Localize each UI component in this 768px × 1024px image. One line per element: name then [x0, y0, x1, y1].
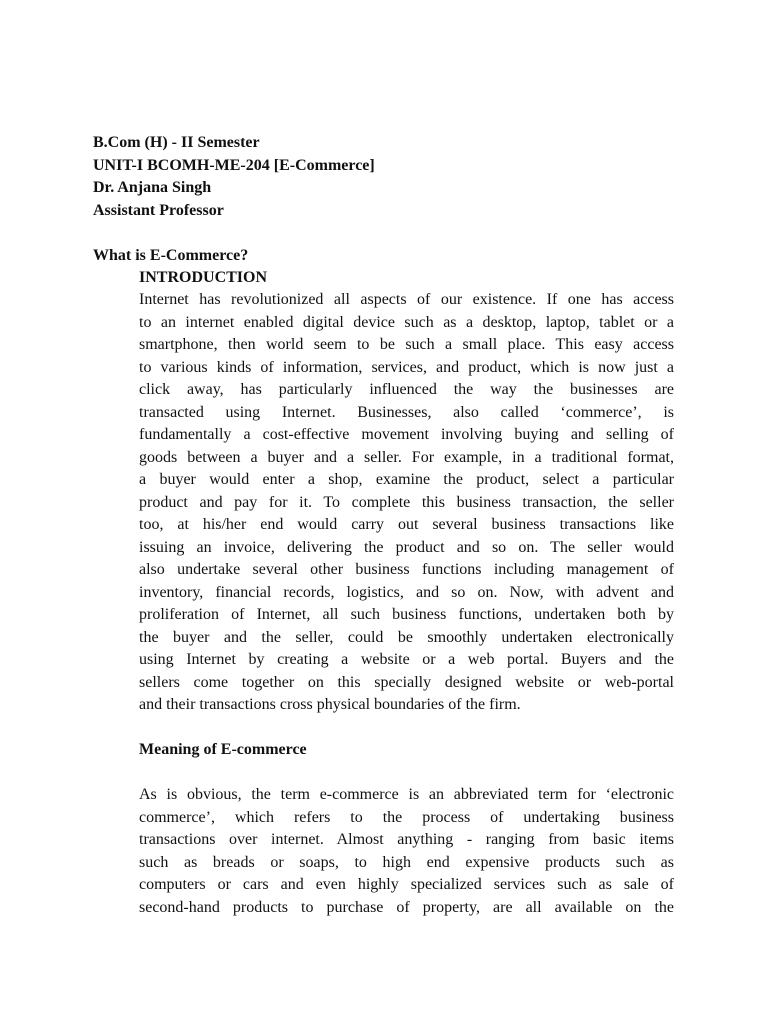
paragraph-line: also undertake several other business functions including management of — [139, 561, 674, 578]
paragraph-line: fundamentally a cost-effective movement involving buying and selling of — [139, 426, 674, 443]
paragraph-line: As is obvious, the term e-commerce is an abbreviated term for ‘electronic — [139, 786, 674, 803]
section-question: What is E-Commerce? — [93, 247, 249, 264]
paragraph-line: sellers come together on this specially designed website or web-portal — [139, 673, 674, 691]
paragraph-line: transacted using Internet. Businesses, also called ‘commerce’, is — [139, 403, 674, 421]
paragraph-line: using Internet by creating a website or a web portal. Buyers and the — [139, 651, 674, 668]
paragraph-line: transactions over internet. Almost anything - ranging from basic items — [139, 831, 674, 848]
paragraph-line: inventory, financial records, logistics, and so on. Now, with advent and — [139, 583, 674, 601]
paragraph-line: commerce’, which refers to the process of undertaking business — [139, 808, 674, 826]
paragraph-line: the buyer and the seller, could be smoothly undertaken electronically — [139, 628, 674, 646]
paragraph-line: second-hand products to purchase of property, are all available on the — [139, 898, 674, 916]
author-name: Dr. Anjana Singh — [93, 179, 212, 196]
introduction-heading: INTRODUCTION — [139, 269, 268, 286]
paragraph-line: a buyer would enter a shop, examine the product, select a particular — [139, 471, 674, 488]
paragraph-line: computers or cars and even highly specialized services such as sale of — [139, 876, 674, 893]
introduction-paragraph — [139, 289, 674, 717]
paragraph-line: too, at his/her end would carry out several business transactions like — [139, 516, 674, 533]
paragraph-line: goods between a buyer and a seller. For example, in a traditional format, — [139, 448, 674, 466]
paragraph-line: click away, has particularly influenced the way the businesses are — [139, 381, 674, 398]
document-header — [93, 132, 375, 222]
author-designation: Assistant Professor — [93, 201, 224, 219]
unit-title: UNIT-I BCOMH-ME-204 [E-Commerce] — [93, 156, 375, 174]
paragraph-line: issuing an invoice, delivering the product and so on. The seller would — [139, 538, 674, 556]
paragraph-line: proliferation of Internet, all such business functions, undertaken both by — [139, 606, 674, 623]
meaning-paragraph — [139, 784, 674, 919]
paragraph-line: smartphone, then world seem to be such a small place. This easy access — [139, 336, 674, 353]
paragraph-line: to various kinds of information, services, and product, which is now just a — [139, 358, 674, 376]
meaning-heading: Meaning of E-commerce — [139, 741, 307, 758]
paragraph-line: and their transactions cross physical boundaries of the firm. — [139, 696, 521, 713]
paragraph-line: product and pay for it. To complete this business transaction, the seller — [139, 493, 674, 511]
paragraph-line: to an internet enabled digital device such as a desktop, laptop, tablet or a — [139, 313, 674, 331]
paragraph-line: such as breads or soaps, to high end expensive products such as — [139, 853, 674, 871]
course-title: B.Com (H) - II Semester — [93, 134, 260, 151]
paragraph-line: Internet has revolutionized all aspects of our existence. If one has access — [139, 291, 674, 308]
